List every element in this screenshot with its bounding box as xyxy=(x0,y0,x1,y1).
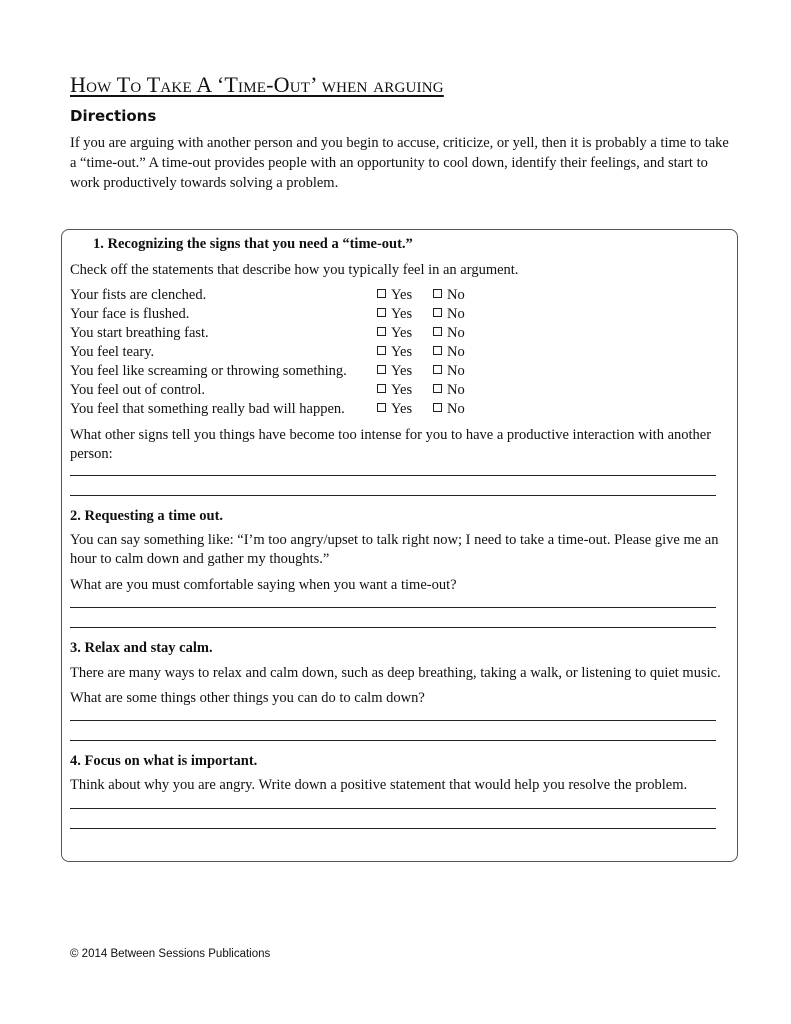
checkbox-icon[interactable] xyxy=(377,403,386,412)
checklist-row xyxy=(70,306,530,324)
section2-heading: 2. Requesting a time out. xyxy=(70,508,224,524)
yes-option[interactable] xyxy=(377,363,412,380)
answer-line[interactable] xyxy=(70,740,716,741)
no-option[interactable] xyxy=(433,325,465,342)
checklist-row xyxy=(70,401,530,419)
no-option[interactable] xyxy=(433,401,465,418)
checkbox-icon[interactable] xyxy=(377,308,386,317)
section2-question: What are you must comfortable saying when you want a time-out? xyxy=(70,577,457,593)
yes-option[interactable] xyxy=(377,325,412,342)
yes-option[interactable] xyxy=(377,306,412,323)
checkbox-icon[interactable] xyxy=(377,384,386,393)
statement-text: You feel that something really bad will happen. xyxy=(70,401,345,417)
checkbox-icon[interactable] xyxy=(377,289,386,298)
answer-line[interactable] xyxy=(70,828,716,829)
checkbox-icon[interactable] xyxy=(377,327,386,336)
statement-text: You feel teary. xyxy=(70,344,155,360)
no-option[interactable] xyxy=(433,306,465,323)
section1-heading: 1. Recognizing the signs that you need a “time-out.” xyxy=(93,236,413,252)
answer-line[interactable] xyxy=(70,475,716,476)
section3-heading: 3. Relax and stay calm. xyxy=(70,640,213,656)
no-label: No xyxy=(447,287,465,303)
directions-text: If you are arguing with another person and you begin to accuse, criticize, or yell, then it is probably a time to take a “time-out.” A time-out provides people with an opportunity to cool down, identify their feelings, and start to work productively towards solving a problem. xyxy=(70,135,729,191)
answer-line[interactable] xyxy=(70,627,716,628)
answer-line[interactable] xyxy=(70,495,716,496)
checklist-row xyxy=(70,382,530,400)
no-option[interactable] xyxy=(433,363,465,380)
checkbox-icon[interactable] xyxy=(433,346,442,355)
checklist-row xyxy=(70,363,530,381)
answer-line[interactable] xyxy=(70,808,716,809)
checklist-row xyxy=(70,344,530,362)
no-label: No xyxy=(447,306,465,322)
yes-label: Yes xyxy=(391,344,413,360)
no-label: No xyxy=(447,325,465,341)
yes-option[interactable] xyxy=(377,382,412,399)
checklist-row xyxy=(70,287,530,305)
no-label: No xyxy=(447,344,465,360)
yes-option[interactable] xyxy=(377,287,412,304)
checkbox-icon[interactable] xyxy=(433,308,442,317)
statement-text: You feel out of control. xyxy=(70,382,206,398)
copyright-footer: © 2014 Between Sessions Publications xyxy=(70,948,271,960)
yes-label: Yes xyxy=(391,306,413,322)
section1-question: What other signs tell you things have become too intense for you to have a productive interaction with another person: xyxy=(70,427,712,462)
yes-label: Yes xyxy=(391,287,413,303)
section3-text: There are many ways to relax and calm down, such as deep breathing, taking a walk, or listening to quiet music. xyxy=(70,665,721,681)
checklist-row xyxy=(70,325,530,343)
yes-label: Yes xyxy=(391,382,413,398)
directions-heading: Directions xyxy=(70,107,157,125)
statement-text: Your fists are clenched. xyxy=(70,287,207,303)
section1-instruction: Check off the statements that describe how you typically feel in an argument. xyxy=(70,262,519,278)
checkbox-icon[interactable] xyxy=(433,327,442,336)
no-label: No xyxy=(447,382,465,398)
statement-text: You feel like screaming or throwing something. xyxy=(70,363,347,379)
answer-line[interactable] xyxy=(70,720,716,721)
yes-option[interactable] xyxy=(377,401,412,418)
section3-question: What are some things other things you can do to calm down? xyxy=(70,690,425,706)
checkbox-icon[interactable] xyxy=(433,384,442,393)
statement-text: You start breathing fast. xyxy=(70,325,209,341)
yes-option[interactable] xyxy=(377,344,412,361)
checkbox-icon[interactable] xyxy=(377,346,386,355)
statement-text: Your face is flushed. xyxy=(70,306,190,322)
section4-heading: 4. Focus on what is important. xyxy=(70,753,258,769)
section4-text: Think about why you are angry. Write down a positive statement that would help you resolve the problem. xyxy=(70,777,688,793)
checkbox-icon[interactable] xyxy=(433,403,442,412)
no-label: No xyxy=(447,363,465,379)
checkbox-icon[interactable] xyxy=(377,365,386,374)
yes-label: Yes xyxy=(391,325,413,341)
checkbox-icon[interactable] xyxy=(433,289,442,298)
yes-label: Yes xyxy=(391,363,413,379)
answer-line[interactable] xyxy=(70,607,716,608)
document-title: How To Take A ‘Time-Out’ when arguing xyxy=(70,72,444,97)
no-label: No xyxy=(447,401,465,417)
checkbox-icon[interactable] xyxy=(433,365,442,374)
no-option[interactable] xyxy=(433,382,465,399)
no-option[interactable] xyxy=(433,287,465,304)
no-option[interactable] xyxy=(433,344,465,361)
section2-text: You can say something like: “I’m too angry/upset to talk right now; I need to take a time-out. Please give me an hour to calm down and gather my thoughts.” xyxy=(70,532,719,567)
yes-label: Yes xyxy=(391,401,413,417)
